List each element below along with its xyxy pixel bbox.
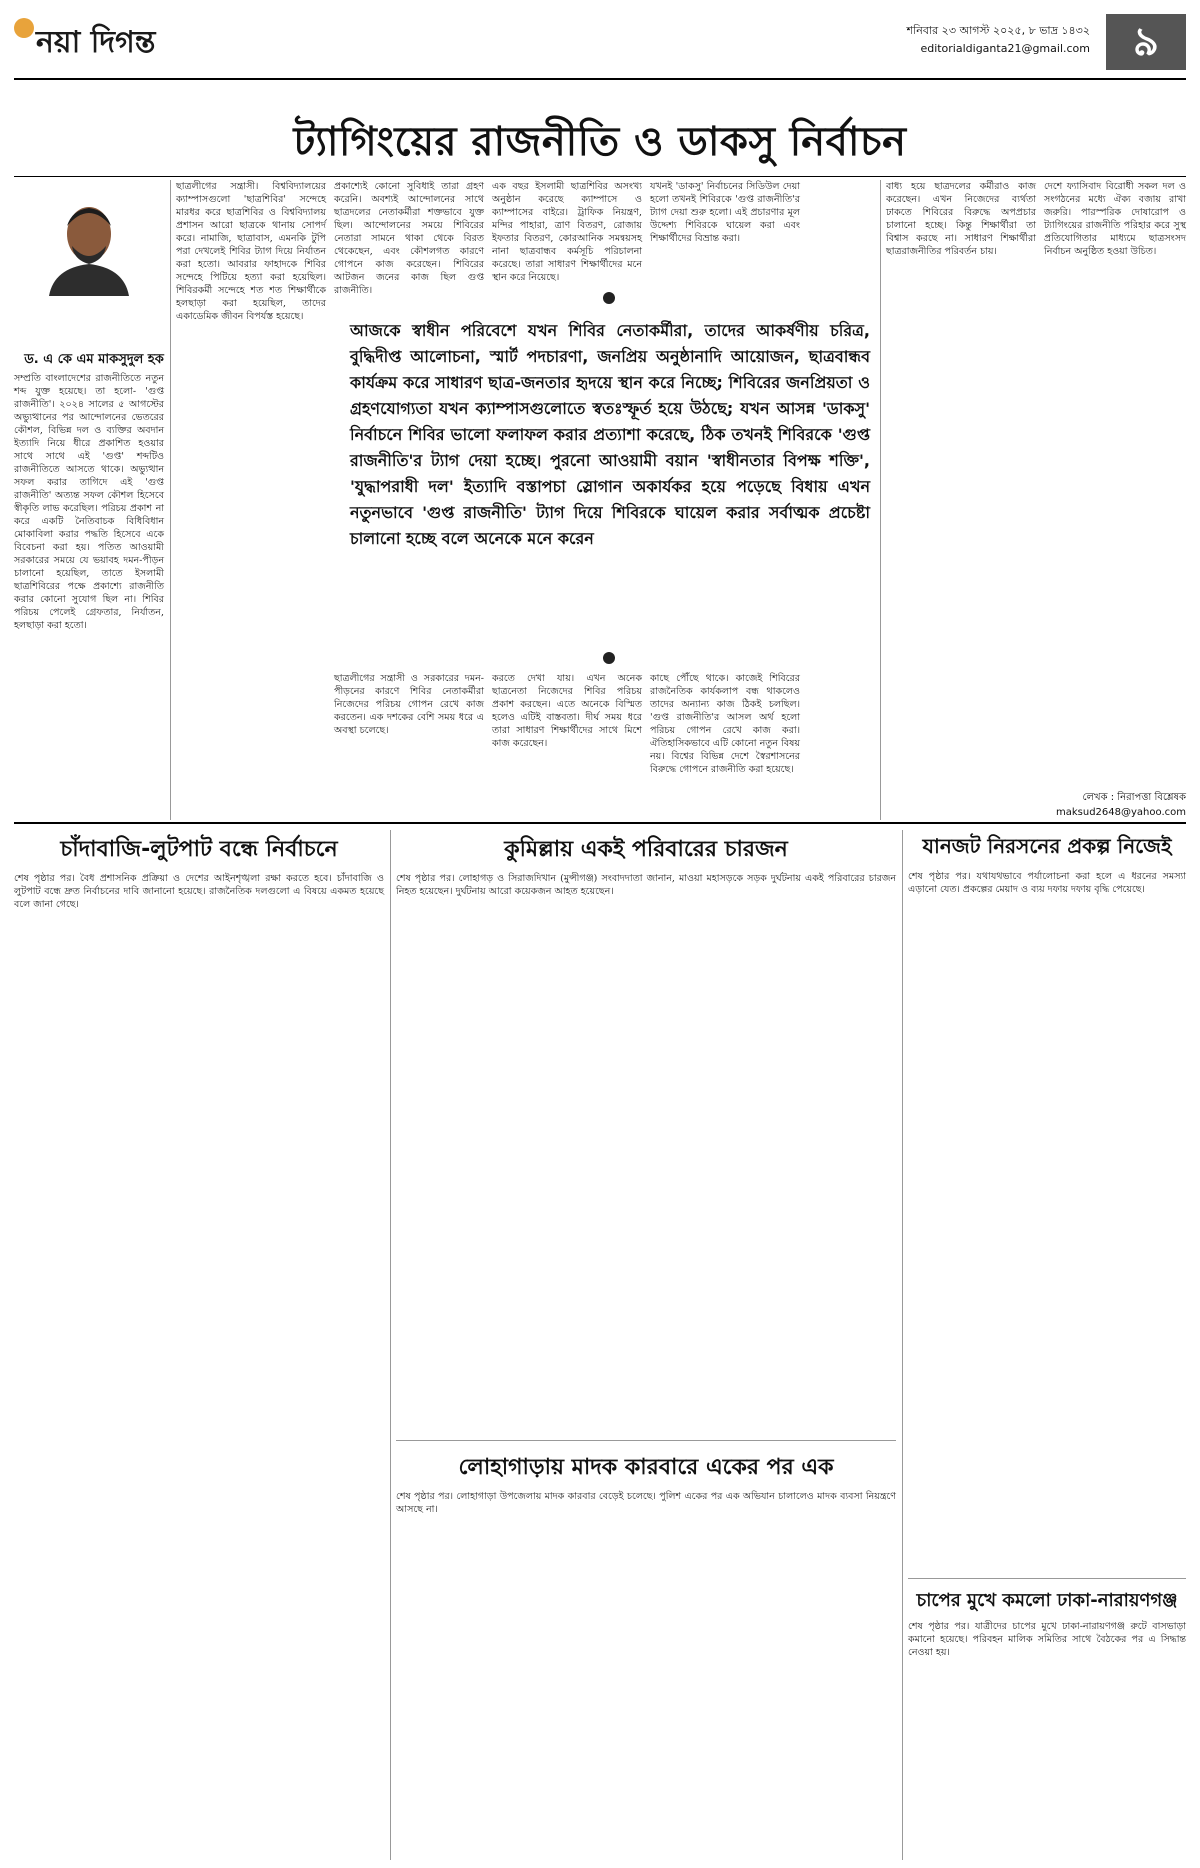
quote-dot-top [603,292,615,304]
date-line: শনিবার ২৩ আগস্ট ২০২৫, ৮ ভাদ্র ১৪৩২ [906,24,1090,37]
pull-quote: আজকে স্বাধীন পরিবেশে যখন শিবির নেতাকর্মীরা, তাদের আকর্ষণীয় চরিত্র, বুদ্ধিদীপ্ত আলোচনা, স্মার্ট পদচারণা, জনপ্রিয় অনুষ্ঠানাদি আয়োজন, ছাত্রবান্ধব কার্যক্রম করে সাধারণ ছাত্র-জনতার হৃদয়ে স্থান করে নিচ্ছে; শিবিরের জনপ্রিয়তা ও গ্রহণযোগ্যতা যখন ক্যাম্পাসগুলোতে স্বতঃস্ফূর্ত হয়ে উঠছে; যখন আসন্ন 'ডাকসু' নির্বাচনে শিবির ভালো ফলাফল করার প্রত্যাশা করেছে, ঠিক তখনই শিবিরকে 'গুপ্ত রাজনীতি'র ট্যাগ দেয়া হচ্ছে। পুরনো আওয়ামী বয়ান 'স্বাধীনতার বিপক্ষ শক্তি', 'যুদ্ধাপরাধী দল' ইত্যাদি বস্তাপচা স্লোগান অকার্যকর হয়ে পড়েছে বিধায় এখন নতুনভাবে 'গুপ্ত রাজনীতি' ট্যাগ দিয়ে শিবিরকে ঘায়েল করার সর্বাত্মক প্রচেষ্টা চালানো হচ্ছে বলে অনেকে মনে করেন [350,321,870,548]
date-block [907,22,1090,58]
news-2-headline: কুমিল্লায় একই পরিবারের চারজন [504,837,788,862]
main-headline: ট্যাগিংয়ের রাজনীতি ও ডাকসু নির্বাচন [293,119,907,165]
column-divider [170,180,171,820]
article-column-1: সম্প্রতি বাংলাদেশের রাজনীতিতে নতুন শব্দ যুক্ত হয়েছে। তা হলো- 'গুপ্ত রাজনীতি'। ২০২৪ সালের ৫ আগস্টের অভ্যুত্থানের পর আন্দোলনের ভেতরের কৌশল, বিভিন্ন দল ও ব্যক্তির অবদান ইত্যাদি নিয়ে ধীরে প্রকাশিত হওয়ার সাথে সাথে এই 'গুপ্ত' শব্দটিও রাজনীতিতে আসতে থাকে। অভ্যুত্থান সফল করার তাগিদে এই 'গুপ্ত রাজনীতি' অত্যন্ত সফল কৌশল হিসেবে স্বীকৃতি লাভ করেছিল। পরিচয় প্রকাশ না করে একটি নৈতিবাচক বিধিবিধান মোকাবিলা করার পদ্ধতি হিসেবে একে বিবেচনা করা হয়। পতিত আওয়ামী সরকারের সময়ে যে ভয়াবহ দমন-পীড়ন চালানো হয়েছিল, তাতে ইসলামী ছাত্রশিবিরের পক্ষে প্রকাশ্যে রাজনীতি করার কোনো সুযোগ ছিল না। শিবির পরিচয় পেলেই গ্রেফতার, নির্যাতন, হলছাড়া করা হতো। [14,373,164,631]
article-column-4: এক বছর ইসলামী ছাত্রশিবির অসংখ্য অনুষ্ঠান করেছে ক্যাম্পাসে ও ক্যাম্পাসের বাইরে। ট্রাফিক নিয়ন্ত্রণ, মন্দির পাহারা, ত্রাণ বিতরণ, রোজায় ইফতার বিতরণ, কোরআনিক সমন্বয়সহ নানা ছাত্রবান্ধব কর্মসূচি পরিচালনা করেছে। তারা সাধারণ শিক্ষার্থীদের মনে স্থান করে নিয়েছে। [492,181,642,283]
article-column-6: বাধ্য হয়ে ছাত্রদলের কর্মীরাও কাজ করেছেন। এখন নিজেদের ব্যর্থতা ঢাকতে শিবিরের বিরুদ্ধে অপপ্রচার চালানো হচ্ছে। কিন্তু শিক্ষার্থীরা তা বিশ্বাস করছে না। সাধারণ শিক্ষার্থীরা ছাত্ররাজনীতির পরিবর্তন চায়। [886,181,1036,257]
masthead-rule [14,78,1186,80]
editorial-email: editorialdiganta21@gmail.com [920,42,1090,55]
news-5-headline: চাপের মুখে কমলো ঢাকা-নারায়ণগঞ্জ [916,1590,1178,1611]
news-2-rule [396,1440,896,1441]
news-2-body: শেষ পৃষ্ঠার পর। লোহাগড় ও সিরাজদিখান (মুন্সীগঞ্জ) সংবাদদাতা জানান, মাওয়া মহাসড়কে সড়ক দুর্ঘটনায় একই পরিবারের চারজন নিহত হয়েছেন। দুর্ঘটনায় আরো কয়েকজন আহত হয়েছেন। [396,873,896,897]
news-5-body: শেষ পৃষ্ঠার পর। যাত্রীদের চাপের মুখে ঢাকা-নারায়ণগঞ্জ রুটে বাসভাড়া কমানো হয়েছে। পরিবহন মালিক সমিতির সাথে বৈঠকের পর এ সিদ্ধান্ত নেওয়া হয়। [908,1621,1186,1658]
news-4-body: শেষ পৃষ্ঠার পর। লোহাগাড়া উপজেলায় মাদক কারবার বেড়েই চলেছে। পুলিশ একের পর এক অভিযান চালালেও মাদক ব্যবসা নিয়ন্ত্রণে আসছে না। [396,1491,896,1515]
news-1-headline: চাঁদাবাজি-লুটপাট বন্ধে নির্বাচনে [60,837,338,862]
newspaper-name: নয়া দিগন্ত [36,25,156,60]
news-4-headline: লোহাগাড়ায় মাদক কারবারে একের পর এক [458,1455,834,1480]
author-byline: ড. এ কে এম মাকসুদুল হক [24,352,164,367]
news-3-headline: যানজট নিরসনের প্রকল্প নিজেই [922,834,1172,858]
article-column-5: যখনই 'ডাকসু' নির্বাচনের সিডিউল দেয়া হলো তখনই শিবিরকে 'গুপ্ত রাজনীতি'র ট্যাগ দেয়া শুরু হলো। এই প্রচারণার মূল উদ্দেশ্য শিবিরকে ঘায়েল করা এবং শিক্ষার্থীদের বিভ্রান্ত করা। [650,181,800,244]
article-column-7: দেশে ফ্যাসিবাদ বিরোধী সকল দল ও সংগঠনের মধ্যে ঐক্য বজায় রাখা জরুরি। পারস্পরিক দোষারোপ ও ট্যাগিংয়ের রাজনীতি পরিহার করে সুস্থ প্রতিযোগিতার মাধ্যমে ছাত্রসংসদ নির্বাচন অনুষ্ঠিত হওয়া উচিত। [1044,181,1186,257]
author-note [960,790,1186,818]
sun-logo-icon [14,18,34,38]
author-note-text: লেখক : নিরাপত্তা বিশ্লেষক [1082,792,1186,803]
author-photo [34,186,144,296]
headline-rule [14,176,1186,177]
page-number: ৯ [1106,14,1186,70]
news-1-body: শেষ পৃষ্ঠার পর। বৈধ প্রশাসনিক প্রক্রিয়া ও দেশের আইনশৃঙ্খলা রক্ষা করতে হবে। চাঁদাবাজি ও লুটপাট বন্ধে দ্রুত নির্বাচনের দাবি জানানো হয়েছে। রাজনৈতিক দলগুলো এ বিষয়ে একমত হয়েছে বলে জানা গেছে। [14,873,384,910]
news-divider-1 [390,830,391,1860]
news-3-rule [908,1578,1186,1579]
author-email: maksud2648@yahoo.com [1056,807,1186,818]
quote-dot-bottom [603,652,615,664]
article-column-4-bottom: করতে দেখা যায়। এখন অনেক ছাত্রনেতা নিজেদের শিবির পরিচয় প্রকাশ করছেন। এতে অনেকে বিস্মিত হলেও এটিই বাস্তবতা। দীর্ঘ সময় ধরে তারা সাধারণ শিক্ষার্থীদের সাথে মিশে কাজ করেছেন। [492,673,642,749]
news-divider-2 [902,830,903,1860]
column-divider-right [880,180,881,820]
section-rule [14,822,1186,824]
news-3-body: শেষ পৃষ্ঠার পর। যথাযথভাবে পর্যালোচনা করা হলে এ ধরনের সমস্যা এড়ানো যেত। প্রকল্পের মেয়াদ ও ব্যয় দফায় দফায় বৃদ্ধি পেয়েছে। [908,871,1186,895]
newspaper-logo [14,18,155,69]
article-column-3-bottom: ছাত্রলীগের সন্ত্রাসী ও সরকারের দমন-পীড়নের কারণে শিবির নেতাকর্মীরা নিজেদের পরিচয় গোপন রেখে কাজ করতেন। এক দশকের বেশি সময় ধরে এ অবস্থা চলেছে। [334,673,484,736]
article-column-3: প্রকাশ্যেই কোনো সুবিধাই তারা গ্রহণ করেনি। অবশ্যই আন্দোলনের সাথে ছাত্রদলের নেতাকর্মীরা শক্তভাবে যুক্ত ছিল। আন্দোলনের সময়ে শিবিরের নেতারা সামনে থাকা থেকে বিরত থেকেছেন, এবং কৌশলগত কারণে গোপনে কাজ করেছেন। শিবিরের আটজন জনের কাজ ছিল গুপ্ত রাজনীতি। [334,181,484,296]
article-column-2: ছাত্রলীগের সন্ত্রাসী। বিশ্ববিদ্যালয়ের ক্যাম্পাসগুলো 'ছাত্রশিবির' সন্দেহে মারধর করে ছাত্রশিবির ও বিশ্ববিদ্যালয় প্রশাসন আরো ছাত্রকে থানায় সোপর্দ করে। নামাজি, ছাত্রাবাস, এমনকি টুপি পরা দেখলেই শিবির ট্যাগ দিয়ে নির্যাতন করা হতো। আবরার ফাহাদকে শিবির সন্দেহে পিটিয়ে হত্যা করা হয়েছিল। শিবিরকর্মী সন্দেহে শত শত শিক্ষার্থীকে হলছাড়া করা হয়েছিল, তাদের একাডেমিক জীবন বিপর্যস্ত হয়েছে। [176,181,326,322]
article-column-5-bottom: কাছে পৌঁছে থাকে। কাজেই শিবিরের রাজনৈতিক কার্যকলাপ বন্ধ থাকলেও তাদের অন্যান্য কাজ ঠিকই চলছিল। 'গুপ্ত রাজনীতি'র আসল অর্থ হলো পরিচয় গোপন রেখে কাজ করা। ঐতিহাসিকভাবে এটি কোনো নতুন বিষয় নয়। বিশ্বের বিভিন্ন দেশে স্বৈরশাসনের বিরুদ্ধে গোপনে রাজনীতি করা হয়েছে। [650,673,800,775]
